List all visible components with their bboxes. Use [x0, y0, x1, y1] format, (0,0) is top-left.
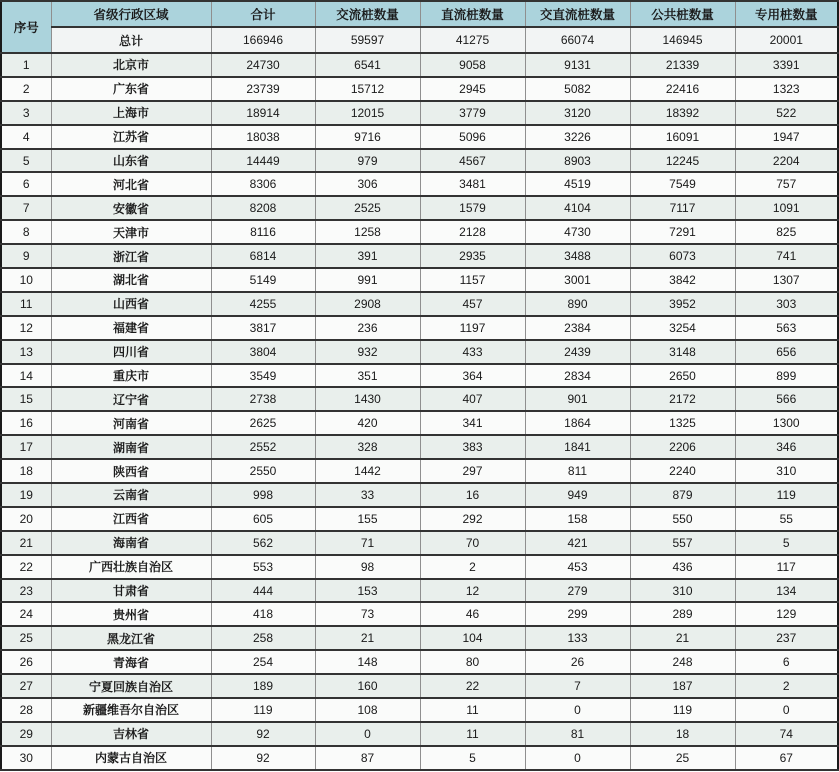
dedicated-count-cell: 55	[735, 507, 838, 531]
row-index-cell: 3	[1, 101, 51, 125]
dc-count-cell: 12	[420, 579, 525, 603]
dedicated-count-cell: 310	[735, 459, 838, 483]
table-row	[1, 650, 838, 674]
public-count-cell: 18	[630, 722, 735, 746]
total-count-cell: 24730	[211, 53, 315, 77]
total-count-cell: 444	[211, 579, 315, 603]
dedicated-count-cell: 0	[735, 698, 838, 722]
header-row	[1, 1, 838, 27]
dedicated-count-cell: 757	[735, 172, 838, 196]
public-count-cell: 289	[630, 602, 735, 626]
dc-count-cell: 22	[420, 674, 525, 698]
table-row	[1, 316, 838, 340]
row-index-cell: 28	[1, 698, 51, 722]
total-count-cell: 3549	[211, 364, 315, 388]
acdc-count-cell: 453	[525, 555, 630, 579]
dedicated-count-cell: 346	[735, 435, 838, 459]
row-index-cell: 7	[1, 196, 51, 220]
region-name-cell: 云南省	[51, 483, 211, 507]
dedicated-count-cell: 1091	[735, 196, 838, 220]
total-count-cell: 5149	[211, 268, 315, 292]
acdc-count-cell: 7	[525, 674, 630, 698]
row-index-cell: 14	[1, 364, 51, 388]
ac-count-cell: 391	[315, 244, 420, 268]
table-row	[1, 125, 838, 149]
public-count-cell: 3842	[630, 268, 735, 292]
dc-count-cell: 16	[420, 483, 525, 507]
public-count-cell: 21	[630, 626, 735, 650]
dedicated-count-cell: 656	[735, 340, 838, 364]
region-name-cell: 广东省	[51, 77, 211, 101]
table-row	[1, 507, 838, 531]
ac-count-cell: 108	[315, 698, 420, 722]
table-row	[1, 698, 838, 722]
ac-count-cell: 991	[315, 268, 420, 292]
public-count-cell: 7291	[630, 220, 735, 244]
public-count-cell: 3952	[630, 292, 735, 316]
total-count-cell: 14449	[211, 149, 315, 173]
dc-count-cell: 11	[420, 722, 525, 746]
dc-count-cell: 5096	[420, 125, 525, 149]
ac-count-cell: 71	[315, 531, 420, 555]
public-count-cell: 2172	[630, 387, 735, 411]
dedicated-count-cell: 1307	[735, 268, 838, 292]
acdc-count-cell: 3120	[525, 101, 630, 125]
public-count-cell: 550	[630, 507, 735, 531]
row-index-cell: 21	[1, 531, 51, 555]
ac-count-cell: 6541	[315, 53, 420, 77]
dedicated-count-cell: 1323	[735, 77, 838, 101]
acdc-count-cell: 3226	[525, 125, 630, 149]
dedicated-count-cell: 74	[735, 722, 838, 746]
table-row	[1, 483, 838, 507]
acdc-count-cell: 811	[525, 459, 630, 483]
table-row	[1, 674, 838, 698]
dc-count-cell: 297	[420, 459, 525, 483]
total-value-public: 146945	[630, 27, 735, 53]
dc-count-cell: 1579	[420, 196, 525, 220]
public-count-cell: 16091	[630, 125, 735, 149]
row-index-cell: 20	[1, 507, 51, 531]
ac-count-cell: 98	[315, 555, 420, 579]
dc-count-cell: 1157	[420, 268, 525, 292]
row-index-cell: 2	[1, 77, 51, 101]
dc-count-cell: 11	[420, 698, 525, 722]
total-count-cell: 553	[211, 555, 315, 579]
acdc-count-cell: 1841	[525, 435, 630, 459]
row-index-cell: 4	[1, 125, 51, 149]
public-count-cell: 3148	[630, 340, 735, 364]
dc-count-cell: 5	[420, 746, 525, 770]
table-row	[1, 435, 838, 459]
total-count-cell: 18038	[211, 125, 315, 149]
region-name-cell: 内蒙古自治区	[51, 746, 211, 770]
region-name-cell: 海南省	[51, 531, 211, 555]
public-count-cell: 3254	[630, 316, 735, 340]
ac-count-cell: 351	[315, 364, 420, 388]
ac-count-cell: 15712	[315, 77, 420, 101]
acdc-count-cell: 1864	[525, 411, 630, 435]
dc-count-cell: 46	[420, 602, 525, 626]
acdc-count-cell: 2439	[525, 340, 630, 364]
dedicated-count-cell: 5	[735, 531, 838, 555]
row-index-cell: 16	[1, 411, 51, 435]
ac-count-cell: 87	[315, 746, 420, 770]
region-name-cell: 贵州省	[51, 602, 211, 626]
dedicated-count-cell: 2	[735, 674, 838, 698]
total-count-cell: 8306	[211, 172, 315, 196]
ac-count-cell: 155	[315, 507, 420, 531]
region-name-cell: 重庆市	[51, 364, 211, 388]
table-row	[1, 196, 838, 220]
dedicated-count-cell: 741	[735, 244, 838, 268]
total-count-cell: 418	[211, 602, 315, 626]
dc-count-cell: 433	[420, 340, 525, 364]
total-count-cell: 2550	[211, 459, 315, 483]
row-index-cell: 25	[1, 626, 51, 650]
acdc-count-cell: 4730	[525, 220, 630, 244]
ac-count-cell: 148	[315, 650, 420, 674]
dedicated-count-cell: 303	[735, 292, 838, 316]
public-count-cell: 310	[630, 579, 735, 603]
public-count-cell: 248	[630, 650, 735, 674]
row-index-cell: 19	[1, 483, 51, 507]
acdc-count-cell: 2834	[525, 364, 630, 388]
ac-count-cell: 1430	[315, 387, 420, 411]
acdc-count-cell: 901	[525, 387, 630, 411]
total-count-cell: 998	[211, 483, 315, 507]
dc-count-cell: 9058	[420, 53, 525, 77]
acdc-count-cell: 4519	[525, 172, 630, 196]
ac-count-cell: 306	[315, 172, 420, 196]
total-count-cell: 18914	[211, 101, 315, 125]
public-count-cell: 12245	[630, 149, 735, 173]
dedicated-count-cell: 563	[735, 316, 838, 340]
table-row	[1, 53, 838, 77]
public-count-cell: 18392	[630, 101, 735, 125]
ac-count-cell: 12015	[315, 101, 420, 125]
public-count-cell: 25	[630, 746, 735, 770]
public-count-cell: 7549	[630, 172, 735, 196]
public-count-cell: 21339	[630, 53, 735, 77]
ac-count-cell: 9716	[315, 125, 420, 149]
public-count-cell: 6073	[630, 244, 735, 268]
region-name-cell: 吉林省	[51, 722, 211, 746]
total-value-dedicated: 20001	[735, 27, 838, 53]
dedicated-count-cell: 2204	[735, 149, 838, 173]
table-row	[1, 531, 838, 555]
acdc-count-cell: 5082	[525, 77, 630, 101]
acdc-count-cell: 0	[525, 746, 630, 770]
acdc-count-cell: 3001	[525, 268, 630, 292]
row-index-cell: 8	[1, 220, 51, 244]
acdc-count-cell: 3488	[525, 244, 630, 268]
region-name-cell: 辽宁省	[51, 387, 211, 411]
ac-count-cell: 236	[315, 316, 420, 340]
total-count-cell: 2552	[211, 435, 315, 459]
row-index-cell: 18	[1, 459, 51, 483]
table-row	[1, 411, 838, 435]
region-name-cell: 广西壮族自治区	[51, 555, 211, 579]
ac-count-cell: 328	[315, 435, 420, 459]
row-index-cell: 15	[1, 387, 51, 411]
table-row	[1, 268, 838, 292]
region-name-cell: 河南省	[51, 411, 211, 435]
table-row	[1, 722, 838, 746]
dedicated-count-cell: 1947	[735, 125, 838, 149]
region-name-cell: 甘肃省	[51, 579, 211, 603]
region-name-cell: 新疆维吾尔自治区	[51, 698, 211, 722]
region-name-cell: 福建省	[51, 316, 211, 340]
row-index-cell: 17	[1, 435, 51, 459]
region-name-cell: 江苏省	[51, 125, 211, 149]
dedicated-count-cell: 899	[735, 364, 838, 388]
dedicated-count-cell: 1300	[735, 411, 838, 435]
dc-count-cell: 3481	[420, 172, 525, 196]
acdc-count-cell: 890	[525, 292, 630, 316]
acdc-count-cell: 8903	[525, 149, 630, 173]
public-count-cell: 2206	[630, 435, 735, 459]
total-row	[1, 27, 838, 53]
region-name-cell: 青海省	[51, 650, 211, 674]
dc-count-cell: 1197	[420, 316, 525, 340]
table-row	[1, 626, 838, 650]
row-index-cell: 24	[1, 602, 51, 626]
public-count-cell: 119	[630, 698, 735, 722]
column-header-region: 省级行政区域	[51, 1, 211, 27]
table-row	[1, 292, 838, 316]
dc-count-cell: 70	[420, 531, 525, 555]
region-name-cell: 浙江省	[51, 244, 211, 268]
dc-count-cell: 2945	[420, 77, 525, 101]
total-count-cell: 2738	[211, 387, 315, 411]
ac-count-cell: 21	[315, 626, 420, 650]
acdc-count-cell: 81	[525, 722, 630, 746]
region-name-cell: 湖南省	[51, 435, 211, 459]
column-header-acdc-piles: 交直流桩数量	[525, 1, 630, 27]
ac-count-cell: 0	[315, 722, 420, 746]
public-count-cell: 2650	[630, 364, 735, 388]
dedicated-count-cell: 117	[735, 555, 838, 579]
dc-count-cell: 341	[420, 411, 525, 435]
total-value-total: 166946	[211, 27, 315, 53]
acdc-count-cell: 133	[525, 626, 630, 650]
dedicated-count-cell: 522	[735, 101, 838, 125]
public-count-cell: 1325	[630, 411, 735, 435]
row-index-cell: 5	[1, 149, 51, 173]
column-header-public-piles: 公共桩数量	[630, 1, 735, 27]
dc-count-cell: 407	[420, 387, 525, 411]
acdc-count-cell: 299	[525, 602, 630, 626]
region-name-cell: 四川省	[51, 340, 211, 364]
ac-count-cell: 1258	[315, 220, 420, 244]
dedicated-count-cell: 119	[735, 483, 838, 507]
total-value-dc: 41275	[420, 27, 525, 53]
ac-count-cell: 160	[315, 674, 420, 698]
table-row	[1, 387, 838, 411]
row-index-cell: 23	[1, 579, 51, 603]
table-row	[1, 220, 838, 244]
public-count-cell: 879	[630, 483, 735, 507]
region-name-cell: 北京市	[51, 53, 211, 77]
total-count-cell: 562	[211, 531, 315, 555]
total-count-cell: 189	[211, 674, 315, 698]
ac-count-cell: 153	[315, 579, 420, 603]
dc-count-cell: 80	[420, 650, 525, 674]
table-row	[1, 579, 838, 603]
region-name-cell: 上海市	[51, 101, 211, 125]
table-header	[1, 1, 838, 53]
total-count-cell: 23739	[211, 77, 315, 101]
column-header-ac-piles: 交流桩数量	[315, 1, 420, 27]
table-row	[1, 172, 838, 196]
table-row	[1, 77, 838, 101]
acdc-count-cell: 26	[525, 650, 630, 674]
total-count-cell: 8208	[211, 196, 315, 220]
public-count-cell: 2240	[630, 459, 735, 483]
dc-count-cell: 457	[420, 292, 525, 316]
ac-count-cell: 73	[315, 602, 420, 626]
total-count-cell: 258	[211, 626, 315, 650]
column-header-dc-piles: 直流桩数量	[420, 1, 525, 27]
region-name-cell: 宁夏回族自治区	[51, 674, 211, 698]
dc-count-cell: 3779	[420, 101, 525, 125]
total-count-cell: 8116	[211, 220, 315, 244]
dc-count-cell: 2935	[420, 244, 525, 268]
table-row	[1, 149, 838, 173]
dc-count-cell: 292	[420, 507, 525, 531]
column-header-index: 序号	[1, 1, 51, 53]
row-index-cell: 6	[1, 172, 51, 196]
row-index-cell: 29	[1, 722, 51, 746]
table-row	[1, 101, 838, 125]
ac-count-cell: 932	[315, 340, 420, 364]
row-index-cell: 9	[1, 244, 51, 268]
region-name-cell: 山西省	[51, 292, 211, 316]
table-body	[1, 53, 838, 770]
row-index-cell: 10	[1, 268, 51, 292]
acdc-count-cell: 9131	[525, 53, 630, 77]
region-name-cell: 河北省	[51, 172, 211, 196]
public-count-cell: 22416	[630, 77, 735, 101]
total-count-cell: 92	[211, 722, 315, 746]
table-row	[1, 602, 838, 626]
region-name-cell: 山东省	[51, 149, 211, 173]
row-index-cell: 30	[1, 746, 51, 770]
dedicated-count-cell: 129	[735, 602, 838, 626]
acdc-count-cell: 949	[525, 483, 630, 507]
dedicated-count-cell: 6	[735, 650, 838, 674]
ac-count-cell: 2525	[315, 196, 420, 220]
column-header-dedicated-piles: 专用桩数量	[735, 1, 838, 27]
total-count-cell: 3804	[211, 340, 315, 364]
region-name-cell: 安徽省	[51, 196, 211, 220]
ac-count-cell: 420	[315, 411, 420, 435]
total-count-cell: 2625	[211, 411, 315, 435]
dc-count-cell: 104	[420, 626, 525, 650]
total-value-acdc: 66074	[525, 27, 630, 53]
dc-count-cell: 2128	[420, 220, 525, 244]
public-count-cell: 557	[630, 531, 735, 555]
total-row-label: 总计	[51, 27, 211, 53]
row-index-cell: 1	[1, 53, 51, 77]
table-row	[1, 340, 838, 364]
ac-count-cell: 1442	[315, 459, 420, 483]
dc-count-cell: 4567	[420, 149, 525, 173]
total-value-ac: 59597	[315, 27, 420, 53]
dc-count-cell: 2	[420, 555, 525, 579]
dc-count-cell: 383	[420, 435, 525, 459]
total-count-cell: 605	[211, 507, 315, 531]
table-row	[1, 746, 838, 770]
dedicated-count-cell: 67	[735, 746, 838, 770]
region-name-cell: 天津市	[51, 220, 211, 244]
total-count-cell: 3817	[211, 316, 315, 340]
total-count-cell: 6814	[211, 244, 315, 268]
acdc-count-cell: 0	[525, 698, 630, 722]
acdc-count-cell: 421	[525, 531, 630, 555]
acdc-count-cell: 158	[525, 507, 630, 531]
table-row	[1, 555, 838, 579]
row-index-cell: 11	[1, 292, 51, 316]
region-name-cell: 湖北省	[51, 268, 211, 292]
dc-count-cell: 364	[420, 364, 525, 388]
public-count-cell: 436	[630, 555, 735, 579]
table-row	[1, 459, 838, 483]
table-row	[1, 244, 838, 268]
ac-count-cell: 979	[315, 149, 420, 173]
row-index-cell: 27	[1, 674, 51, 698]
ac-count-cell: 33	[315, 483, 420, 507]
dedicated-count-cell: 566	[735, 387, 838, 411]
public-count-cell: 187	[630, 674, 735, 698]
column-header-total: 合计	[211, 1, 315, 27]
row-index-cell: 12	[1, 316, 51, 340]
dedicated-count-cell: 825	[735, 220, 838, 244]
total-count-cell: 119	[211, 698, 315, 722]
acdc-count-cell: 2384	[525, 316, 630, 340]
row-index-cell: 13	[1, 340, 51, 364]
ac-count-cell: 2908	[315, 292, 420, 316]
total-count-cell: 4255	[211, 292, 315, 316]
region-name-cell: 黑龙江省	[51, 626, 211, 650]
acdc-count-cell: 4104	[525, 196, 630, 220]
dedicated-count-cell: 134	[735, 579, 838, 603]
acdc-count-cell: 279	[525, 579, 630, 603]
public-count-cell: 7117	[630, 196, 735, 220]
total-count-cell: 254	[211, 650, 315, 674]
dedicated-count-cell: 237	[735, 626, 838, 650]
region-name-cell: 陕西省	[51, 459, 211, 483]
table-row	[1, 364, 838, 388]
region-name-cell: 江西省	[51, 507, 211, 531]
row-index-cell: 26	[1, 650, 51, 674]
row-index-cell: 22	[1, 555, 51, 579]
dedicated-count-cell: 3391	[735, 53, 838, 77]
total-count-cell: 92	[211, 746, 315, 770]
